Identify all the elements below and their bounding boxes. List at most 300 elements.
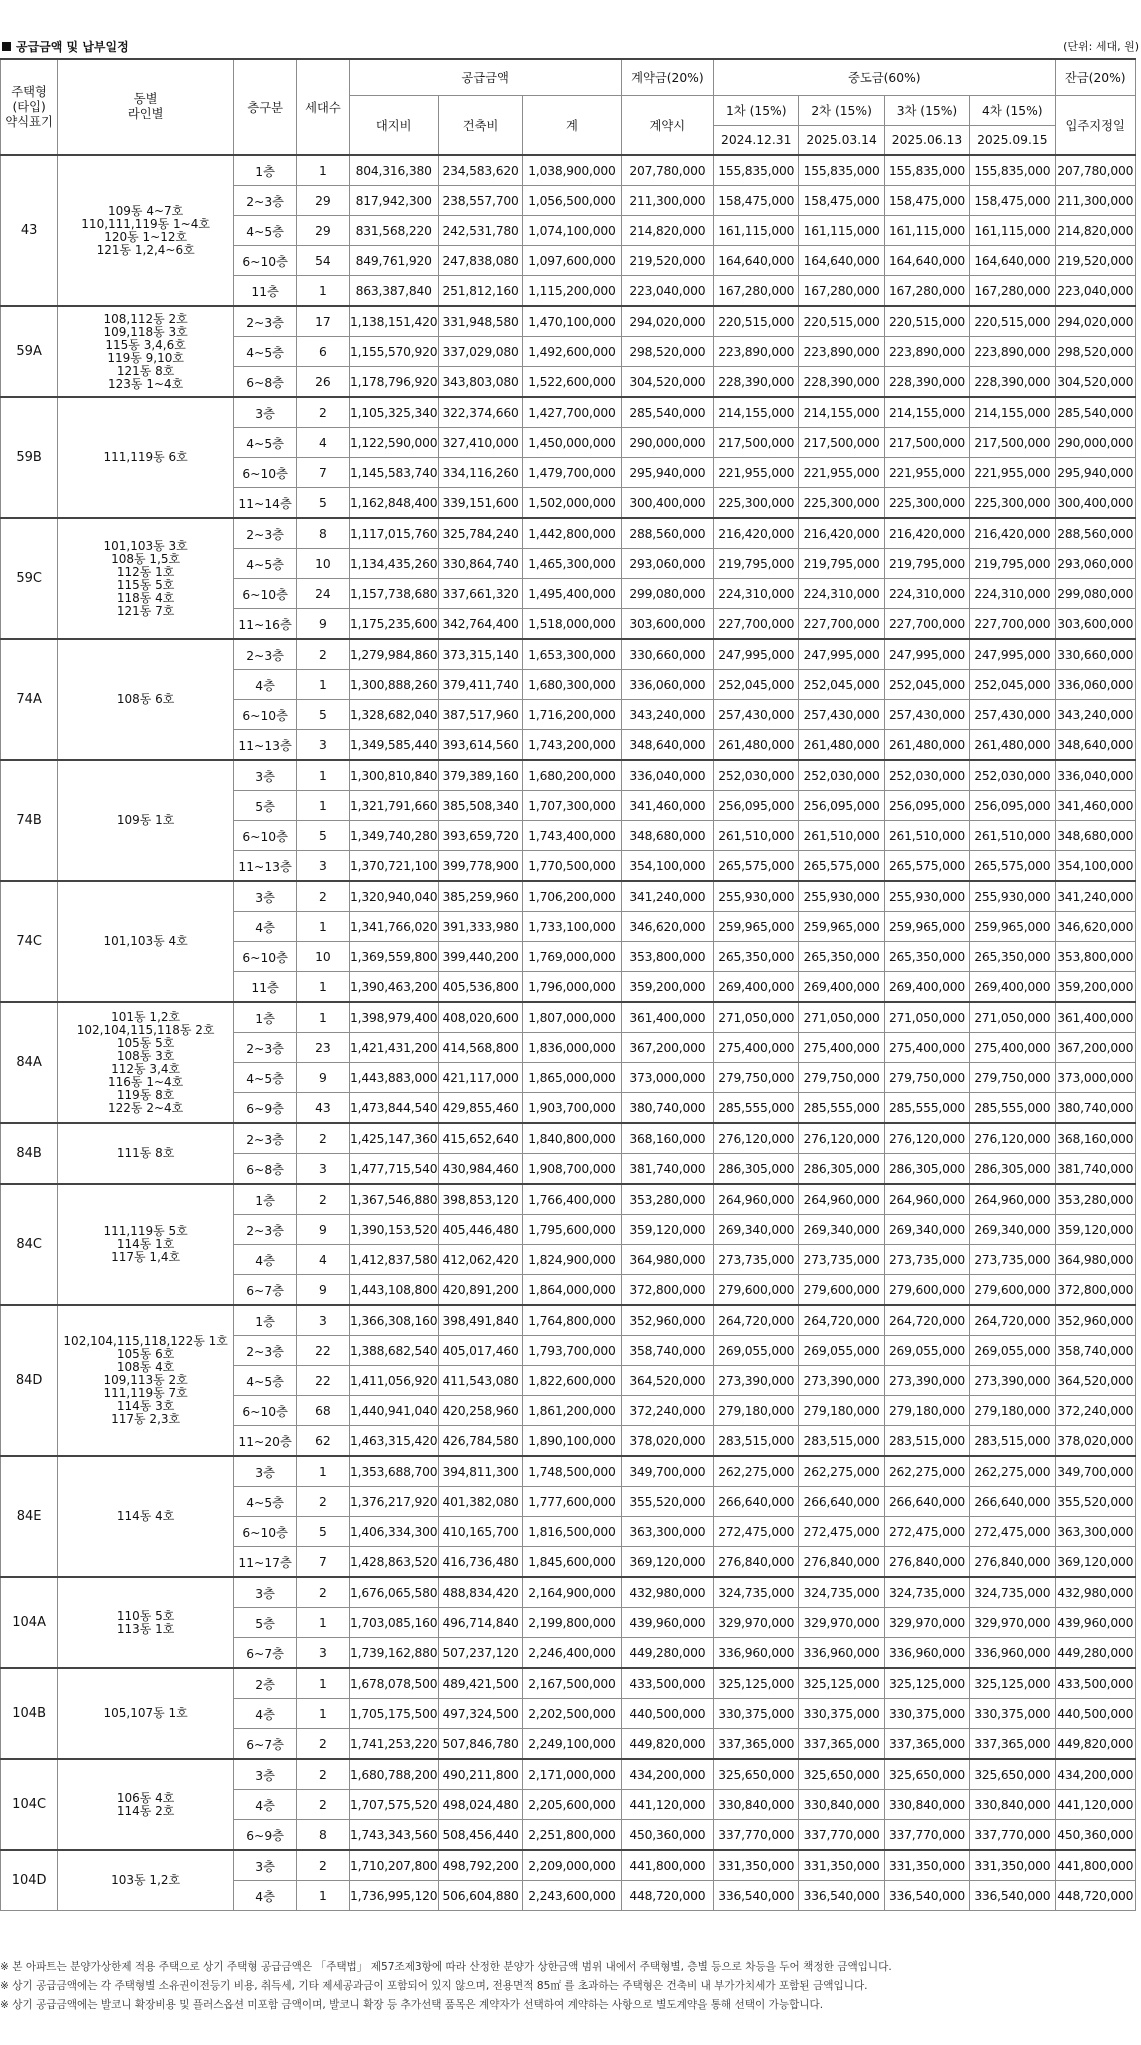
land-cell: 1,155,570,920 <box>349 337 438 367</box>
table-header <box>1 59 1136 155</box>
building-cell: 498,024,480 <box>438 1790 522 1820</box>
installment-2-cell: 219,795,000 <box>799 549 884 579</box>
building-cell: 387,517,960 <box>438 700 522 730</box>
installment-2-cell: 257,430,000 <box>799 700 884 730</box>
installment-3-cell: 225,300,000 <box>884 488 969 519</box>
building-cell: 488,834,420 <box>438 1577 522 1608</box>
installment-2-cell: 262,275,000 <box>799 1456 884 1487</box>
installment-3-cell: 227,700,000 <box>884 609 969 640</box>
installment-1-cell: 266,640,000 <box>714 1487 799 1517</box>
line-text: 117동 1,4호 <box>111 1250 181 1264</box>
header-installment-4-date: 2025.09.15 <box>970 125 1055 155</box>
deposit-cell: 378,020,000 <box>621 1426 713 1457</box>
total-cell: 1,716,200,000 <box>523 700 621 730</box>
line-text: 122동 2~4호 <box>108 1100 184 1115</box>
line-cell <box>58 1305 234 1456</box>
installment-1-cell: 279,600,000 <box>714 1275 799 1306</box>
balance-cell: 372,240,000 <box>1055 1396 1135 1426</box>
land-cell: 1,743,343,560 <box>349 1820 438 1851</box>
balance-cell: 298,520,000 <box>1055 337 1135 367</box>
installment-4-cell: 275,400,000 <box>970 1033 1055 1063</box>
land-cell: 1,122,590,000 <box>349 428 438 458</box>
households-cell: 3 <box>297 1305 349 1336</box>
building-cell: 430,984,460 <box>438 1154 522 1185</box>
deposit-cell: 288,560,000 <box>621 518 713 549</box>
balance-cell: 361,400,000 <box>1055 1002 1135 1033</box>
installment-2-cell: 220,515,000 <box>799 306 884 337</box>
installment-1-cell: 216,420,000 <box>714 518 799 549</box>
line-text: 105동 6호 <box>116 1347 175 1361</box>
floor-cell: 6~9층 <box>234 1093 297 1124</box>
footnote: ※ 상기 공급금액에는 발코니 확장비용 및 플러스옵션 미포함 금액이며, 발코니 확장 등 추가선택 품목은 계약자가 선택하여 계약하는 사항으로 별도계약을 통해 선택이 가능합니다. <box>0 1999 824 2011</box>
installment-3-cell: 221,955,000 <box>884 458 969 488</box>
installment-4-cell: 228,390,000 <box>970 367 1055 398</box>
total-cell: 1,470,100,000 <box>523 306 621 337</box>
total-cell: 1,793,700,000 <box>523 1336 621 1366</box>
installment-1-cell: 164,640,000 <box>714 246 799 276</box>
installment-1-cell: 228,390,000 <box>714 367 799 398</box>
installment-1-cell: 252,045,000 <box>714 670 799 700</box>
floor-cell: 2~3층 <box>234 518 297 549</box>
type-cell: 84C <box>1 1184 58 1305</box>
installment-1-cell: 256,095,000 <box>714 791 799 821</box>
land-cell: 849,761,920 <box>349 246 438 276</box>
balance-cell: 449,820,000 <box>1055 1729 1135 1760</box>
land-cell: 1,473,844,540 <box>349 1093 438 1124</box>
households-cell: 2 <box>297 397 349 428</box>
balance-cell: 355,520,000 <box>1055 1487 1135 1517</box>
installment-3-cell: 336,960,000 <box>884 1638 969 1669</box>
table-row <box>1 1850 1136 1881</box>
installment-3-cell: 266,640,000 <box>884 1487 969 1517</box>
installment-1-cell: 255,930,000 <box>714 881 799 912</box>
installment-4-cell: 336,540,000 <box>970 1881 1055 1911</box>
balance-cell: 367,200,000 <box>1055 1033 1135 1063</box>
installment-4-cell: 220,515,000 <box>970 306 1055 337</box>
land-cell: 1,328,682,040 <box>349 700 438 730</box>
total-cell: 1,840,800,000 <box>523 1123 621 1154</box>
installment-2-cell: 167,280,000 <box>799 276 884 307</box>
households-cell: 43 <box>297 1093 349 1124</box>
building-cell: 507,237,120 <box>438 1638 522 1669</box>
land-cell: 1,741,253,220 <box>349 1729 438 1760</box>
header-installment-1: 1차 (15%) <box>714 95 799 125</box>
installment-3-cell: 257,430,000 <box>884 700 969 730</box>
installment-3-cell: 155,835,000 <box>884 155 969 186</box>
installment-1-cell: 269,055,000 <box>714 1336 799 1366</box>
total-cell: 1,743,200,000 <box>523 730 621 761</box>
building-cell: 327,410,000 <box>438 428 522 458</box>
installment-1-cell: 273,735,000 <box>714 1245 799 1275</box>
balance-cell: 369,120,000 <box>1055 1547 1135 1578</box>
land-cell: 1,398,979,400 <box>349 1002 438 1033</box>
households-cell: 1 <box>297 1456 349 1487</box>
households-cell: 24 <box>297 579 349 609</box>
deposit-cell: 299,080,000 <box>621 579 713 609</box>
deposit-cell: 349,700,000 <box>621 1456 713 1487</box>
installment-3-cell: 224,310,000 <box>884 579 969 609</box>
installment-3-cell: 279,750,000 <box>884 1063 969 1093</box>
total-cell: 1,903,700,000 <box>523 1093 621 1124</box>
installment-1-cell: 337,365,000 <box>714 1729 799 1760</box>
square-bullet-icon <box>2 42 11 51</box>
building-cell: 330,864,740 <box>438 549 522 579</box>
floor-cell: 5층 <box>234 791 297 821</box>
total-cell: 1,748,500,000 <box>523 1456 621 1487</box>
installment-4-cell: 276,120,000 <box>970 1123 1055 1154</box>
deposit-cell: 352,960,000 <box>621 1305 713 1336</box>
header-line-line1: 동별 <box>133 92 158 106</box>
balance-cell: 293,060,000 <box>1055 549 1135 579</box>
land-cell: 1,707,575,520 <box>349 1790 438 1820</box>
total-cell: 1,427,700,000 <box>523 397 621 428</box>
total-cell: 1,743,400,000 <box>523 821 621 851</box>
building-cell: 399,778,900 <box>438 851 522 882</box>
installment-4-cell: 264,960,000 <box>970 1184 1055 1215</box>
total-cell: 1,479,700,000 <box>523 458 621 488</box>
floor-cell: 6~7층 <box>234 1275 297 1306</box>
floor-cell: 4층 <box>234 1245 297 1275</box>
installment-1-cell: 265,575,000 <box>714 851 799 882</box>
total-cell: 1,822,600,000 <box>523 1366 621 1396</box>
households-cell: 1 <box>297 760 349 791</box>
deposit-cell: 223,040,000 <box>621 276 713 307</box>
installment-4-cell: 272,475,000 <box>970 1517 1055 1547</box>
line-text: 108동 1,5호 <box>111 551 181 566</box>
installment-1-cell: 158,475,000 <box>714 186 799 216</box>
floor-cell: 4층 <box>234 912 297 942</box>
installment-3-cell: 256,095,000 <box>884 791 969 821</box>
deposit-cell: 441,800,000 <box>621 1850 713 1881</box>
floor-cell: 4층 <box>234 1699 297 1729</box>
total-cell: 1,038,900,000 <box>523 155 621 186</box>
installment-4-cell: 252,030,000 <box>970 760 1055 791</box>
deposit-cell: 214,820,000 <box>621 216 713 246</box>
installment-4-cell: 279,180,000 <box>970 1396 1055 1426</box>
building-cell: 393,614,560 <box>438 730 522 761</box>
table-row <box>1 1668 1136 1699</box>
line-text: 101,103동 3호 <box>103 538 188 553</box>
deposit-cell: 363,300,000 <box>621 1517 713 1547</box>
installment-2-cell: 273,735,000 <box>799 1245 884 1275</box>
land-cell: 1,300,810,840 <box>349 760 438 791</box>
land-cell: 1,428,863,520 <box>349 1547 438 1578</box>
floor-cell: 11층 <box>234 972 297 1003</box>
header-balance-sub: 입주지정일 <box>1055 95 1135 155</box>
deposit-cell: 353,280,000 <box>621 1184 713 1215</box>
deposit-cell: 343,240,000 <box>621 700 713 730</box>
installment-3-cell: 252,045,000 <box>884 670 969 700</box>
installment-3-cell: 158,475,000 <box>884 186 969 216</box>
type-cell: 104B <box>1 1668 58 1759</box>
line-cell <box>58 1456 234 1577</box>
floor-cell: 4~5층 <box>234 549 297 579</box>
installment-2-cell: 247,995,000 <box>799 639 884 670</box>
installment-1-cell: 275,400,000 <box>714 1033 799 1063</box>
line-text: 109동 1호 <box>116 813 175 827</box>
balance-cell: 341,240,000 <box>1055 881 1135 912</box>
land-cell: 1,443,108,800 <box>349 1275 438 1306</box>
balance-cell: 219,520,000 <box>1055 246 1135 276</box>
building-cell: 251,812,160 <box>438 276 522 307</box>
building-cell: 405,536,800 <box>438 972 522 1003</box>
balance-cell: 343,240,000 <box>1055 700 1135 730</box>
total-cell: 2,209,000,000 <box>523 1850 621 1881</box>
installment-3-cell: 271,050,000 <box>884 1002 969 1033</box>
installment-3-cell: 223,890,000 <box>884 337 969 367</box>
installment-4-cell: 337,365,000 <box>970 1729 1055 1760</box>
installment-1-cell: 155,835,000 <box>714 155 799 186</box>
installment-2-cell: 325,125,000 <box>799 1668 884 1699</box>
floor-cell: 4층 <box>234 670 297 700</box>
floor-cell: 6~10층 <box>234 942 297 972</box>
balance-cell: 433,500,000 <box>1055 1668 1135 1699</box>
land-cell: 1,349,585,440 <box>349 730 438 761</box>
total-cell: 1,908,700,000 <box>523 1154 621 1185</box>
header-type-line2: (타입) <box>12 99 46 114</box>
type-cell: 84B <box>1 1123 58 1184</box>
floor-cell: 4~5층 <box>234 216 297 246</box>
installment-3-cell: 252,030,000 <box>884 760 969 791</box>
balance-cell: 223,040,000 <box>1055 276 1135 307</box>
total-cell: 1,864,000,000 <box>523 1275 621 1306</box>
installment-4-cell: 273,390,000 <box>970 1366 1055 1396</box>
households-cell: 2 <box>297 1850 349 1881</box>
floor-cell: 6~10층 <box>234 246 297 276</box>
line-text: 102,104,115,118동 2호 <box>76 1022 215 1037</box>
type-cell: 59B <box>1 397 58 518</box>
floor-cell: 1층 <box>234 1184 297 1215</box>
type-cell: 74C <box>1 881 58 1002</box>
installment-3-cell: 269,400,000 <box>884 972 969 1003</box>
line-text: 116동 1~4호 <box>108 1074 184 1089</box>
floor-cell: 11~13층 <box>234 730 297 761</box>
deposit-cell: 355,520,000 <box>621 1487 713 1517</box>
footnotes <box>0 1958 1136 2015</box>
floor-cell: 4층 <box>234 1881 297 1911</box>
balance-cell: 348,640,000 <box>1055 730 1135 761</box>
line-text: 110,111,119동 1~4호 <box>81 216 210 231</box>
installment-1-cell: 269,340,000 <box>714 1215 799 1245</box>
total-cell: 1,492,600,000 <box>523 337 621 367</box>
land-cell: 1,421,431,200 <box>349 1033 438 1063</box>
balance-cell: 300,400,000 <box>1055 488 1135 519</box>
deposit-cell: 294,020,000 <box>621 306 713 337</box>
deposit-cell: 336,060,000 <box>621 670 713 700</box>
footnote: ※ 본 아파트는 분양가상한제 적용 주택으로 상기 주택형 공급금액은 「주택법」 제57조제3항에 따라 산정한 분양가 상한금액 범위 내에서 주택형별, 층별 등으로 차등을 두어 책정한 금액입니다. <box>0 1961 892 1973</box>
building-cell: 398,491,840 <box>438 1305 522 1336</box>
installment-1-cell: 279,180,000 <box>714 1396 799 1426</box>
households-cell: 1 <box>297 1668 349 1699</box>
building-cell: 342,764,400 <box>438 609 522 640</box>
total-cell: 1,442,800,000 <box>523 518 621 549</box>
total-cell: 1,097,600,000 <box>523 246 621 276</box>
floor-cell: 1층 <box>234 1002 297 1033</box>
installment-1-cell: 336,960,000 <box>714 1638 799 1669</box>
line-text: 117동 2,3호 <box>111 1412 181 1426</box>
line-text: 114동 4호 <box>116 1509 175 1523</box>
installment-4-cell: 214,155,000 <box>970 397 1055 428</box>
installment-2-cell: 259,965,000 <box>799 912 884 942</box>
installment-1-cell: 259,965,000 <box>714 912 799 942</box>
land-cell: 1,138,151,420 <box>349 306 438 337</box>
installment-2-cell: 265,350,000 <box>799 942 884 972</box>
deposit-cell: 348,680,000 <box>621 821 713 851</box>
floor-cell: 4~5층 <box>234 428 297 458</box>
installment-4-cell: 264,720,000 <box>970 1305 1055 1336</box>
installment-3-cell: 164,640,000 <box>884 246 969 276</box>
installment-2-cell: 269,400,000 <box>799 972 884 1003</box>
deposit-cell: 207,780,000 <box>621 155 713 186</box>
floor-cell: 6~10층 <box>234 458 297 488</box>
type-cell: 104D <box>1 1850 58 1911</box>
balance-cell: 448,720,000 <box>1055 1881 1135 1911</box>
line-text: 102,104,115,118,122동 1호 <box>63 1334 228 1348</box>
balance-cell: 364,520,000 <box>1055 1366 1135 1396</box>
installment-4-cell: 269,055,000 <box>970 1336 1055 1366</box>
installment-4-cell: 256,095,000 <box>970 791 1055 821</box>
header-middle: 중도금(60%) <box>714 59 1055 95</box>
installment-1-cell: 247,995,000 <box>714 639 799 670</box>
land-cell: 1,300,888,260 <box>349 670 438 700</box>
line-text: 109,118동 3호 <box>103 324 188 339</box>
building-cell: 410,165,700 <box>438 1517 522 1547</box>
line-text: 119동 8호 <box>116 1087 175 1102</box>
floor-cell: 3층 <box>234 397 297 428</box>
deposit-cell: 364,980,000 <box>621 1245 713 1275</box>
total-cell: 1,518,000,000 <box>523 609 621 640</box>
building-cell: 238,557,700 <box>438 186 522 216</box>
installment-2-cell: 272,475,000 <box>799 1517 884 1547</box>
floor-cell: 3층 <box>234 760 297 791</box>
land-cell: 1,736,995,120 <box>349 1881 438 1911</box>
installment-4-cell: 324,735,000 <box>970 1577 1055 1608</box>
balance-cell: 381,740,000 <box>1055 1154 1135 1185</box>
households-cell: 22 <box>297 1336 349 1366</box>
building-cell: 415,652,640 <box>438 1123 522 1154</box>
households-cell: 54 <box>297 246 349 276</box>
installment-1-cell: 161,115,000 <box>714 216 799 246</box>
balance-cell: 372,800,000 <box>1055 1275 1135 1306</box>
total-cell: 1,764,800,000 <box>523 1305 621 1336</box>
deposit-cell: 219,520,000 <box>621 246 713 276</box>
installment-3-cell: 286,305,000 <box>884 1154 969 1185</box>
deposit-cell: 341,460,000 <box>621 791 713 821</box>
balance-cell: 432,980,000 <box>1055 1577 1135 1608</box>
installment-3-cell: 264,960,000 <box>884 1184 969 1215</box>
installment-1-cell: 262,275,000 <box>714 1456 799 1487</box>
installment-4-cell: 262,275,000 <box>970 1456 1055 1487</box>
floor-cell: 2~3층 <box>234 1033 297 1063</box>
line-text: 106동 4호 <box>116 1790 175 1805</box>
total-cell: 1,707,300,000 <box>523 791 621 821</box>
households-cell: 1 <box>297 912 349 942</box>
installment-1-cell: 264,720,000 <box>714 1305 799 1336</box>
deposit-cell: 358,740,000 <box>621 1336 713 1366</box>
building-cell: 416,736,480 <box>438 1547 522 1578</box>
header-deposit: 계약금(20%) <box>621 59 713 95</box>
building-cell: 489,421,500 <box>438 1668 522 1699</box>
households-cell: 1 <box>297 276 349 307</box>
total-cell: 1,766,400,000 <box>523 1184 621 1215</box>
installment-4-cell: 283,515,000 <box>970 1426 1055 1457</box>
installment-3-cell: 331,350,000 <box>884 1850 969 1881</box>
land-cell: 1,412,837,580 <box>349 1245 438 1275</box>
installment-3-cell: 167,280,000 <box>884 276 969 307</box>
line-text: 115동 5호 <box>116 577 175 592</box>
installment-3-cell: 261,510,000 <box>884 821 969 851</box>
deposit-cell: 368,160,000 <box>621 1123 713 1154</box>
land-cell: 1,134,435,260 <box>349 549 438 579</box>
header-households: 세대수 <box>297 59 349 155</box>
installment-1-cell: 272,475,000 <box>714 1517 799 1547</box>
installment-1-cell: 329,970,000 <box>714 1608 799 1638</box>
floor-cell: 6~9층 <box>234 1820 297 1851</box>
installment-2-cell: 217,500,000 <box>799 428 884 458</box>
line-cell <box>58 760 234 881</box>
households-cell: 2 <box>297 1184 349 1215</box>
deposit-cell: 361,400,000 <box>621 1002 713 1033</box>
total-cell: 1,824,900,000 <box>523 1245 621 1275</box>
table-row <box>1 1184 1136 1215</box>
line-cell <box>58 1668 234 1759</box>
table-row <box>1 306 1136 337</box>
balance-cell: 288,560,000 <box>1055 518 1135 549</box>
installment-3-cell: 337,770,000 <box>884 1820 969 1851</box>
floor-cell: 2~3층 <box>234 1336 297 1366</box>
installment-3-cell: 247,995,000 <box>884 639 969 670</box>
installment-1-cell: 223,890,000 <box>714 337 799 367</box>
installment-2-cell: 252,045,000 <box>799 670 884 700</box>
balance-cell: 449,280,000 <box>1055 1638 1135 1669</box>
installment-4-cell: 227,700,000 <box>970 609 1055 640</box>
line-text: 111,119동 5호 <box>103 1224 188 1238</box>
building-cell: 385,508,340 <box>438 791 522 821</box>
installment-2-cell: 221,955,000 <box>799 458 884 488</box>
total-cell: 1,680,200,000 <box>523 760 621 791</box>
installment-2-cell: 337,770,000 <box>799 1820 884 1851</box>
installment-2-cell: 286,305,000 <box>799 1154 884 1185</box>
deposit-cell: 348,640,000 <box>621 730 713 761</box>
floor-cell: 6~10층 <box>234 1517 297 1547</box>
line-text: 114동 3호 <box>116 1399 175 1413</box>
households-cell: 6 <box>297 337 349 367</box>
header-floor: 층구분 <box>234 59 297 155</box>
households-cell: 2 <box>297 881 349 912</box>
building-cell: 322,374,660 <box>438 397 522 428</box>
type-cell: 43 <box>1 155 58 306</box>
floor-cell: 1층 <box>234 1305 297 1336</box>
deposit-cell: 346,620,000 <box>621 912 713 942</box>
balance-cell: 211,300,000 <box>1055 186 1135 216</box>
land-cell: 1,443,883,000 <box>349 1063 438 1093</box>
land-cell: 1,390,463,200 <box>349 972 438 1003</box>
installment-3-cell: 273,735,000 <box>884 1245 969 1275</box>
installment-1-cell: 330,375,000 <box>714 1699 799 1729</box>
balance-cell: 378,020,000 <box>1055 1426 1135 1457</box>
floor-cell: 2~3층 <box>234 306 297 337</box>
balance-cell: 352,960,000 <box>1055 1305 1135 1336</box>
land-cell: 1,705,175,500 <box>349 1699 438 1729</box>
building-cell: 420,258,960 <box>438 1396 522 1426</box>
balance-cell: 299,080,000 <box>1055 579 1135 609</box>
installment-2-cell: 276,120,000 <box>799 1123 884 1154</box>
floor-cell: 6~8층 <box>234 1154 297 1185</box>
installment-3-cell: 265,350,000 <box>884 942 969 972</box>
installment-2-cell: 261,510,000 <box>799 821 884 851</box>
installment-4-cell: 224,310,000 <box>970 579 1055 609</box>
installment-2-cell: 283,515,000 <box>799 1426 884 1457</box>
